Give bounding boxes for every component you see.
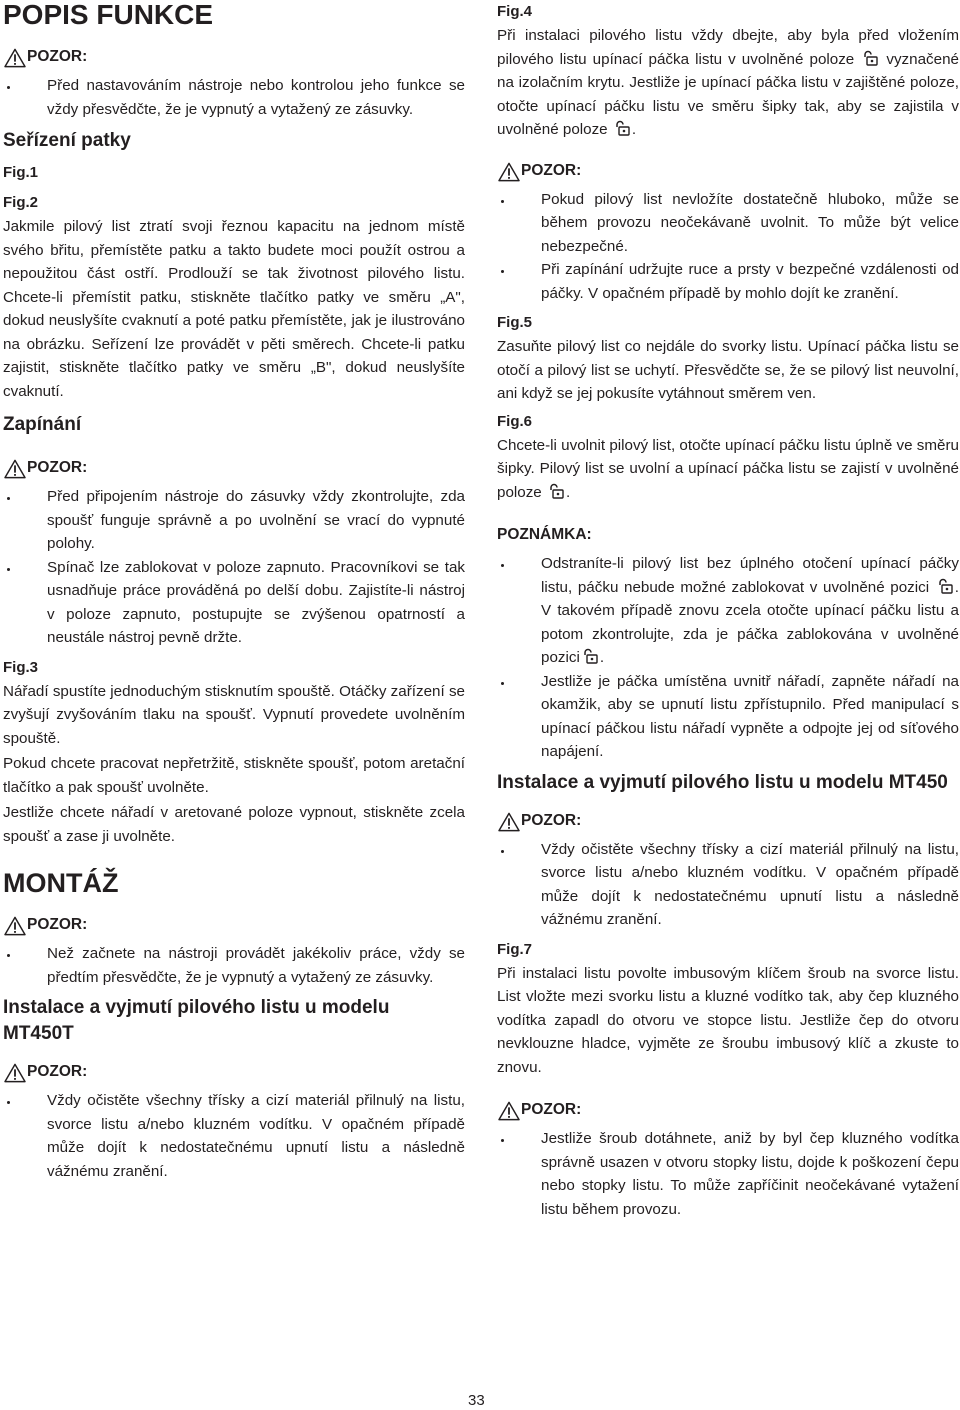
paragraph <box>497 434 959 505</box>
figure-ref: Fig.5 <box>497 314 533 331</box>
paragraph: Jakmile pilový list ztratí svoji řeznou kapacitu na jednom místě svého břitu, přemístěte patku a takto budete moci použít ostrou a nepoužitou část ostří. Prodlouží se tak životnost pilového listu. Chcete-li přemístit patku, stiskněte tlačítko patky ve směru „A", dokud neuslyšíte cvaknutí a poté patku přemístěte, jak je ilustrováno na obrázku. Seřízení lze provádět v pěti směrech. Chcete-li patku zajistit, stiskněte tlačítko patky ve směru „B", dokud neuslyšíte cvaknutí. <box>3 218 465 400</box>
list-item: Pokud pilový list nevložíte dostatečně hluboko, může se během provozu neočekávaně uvolnit. To může být velice nebezpečné. <box>497 188 959 259</box>
unlocked-padlock-icon <box>582 648 598 664</box>
unlocked-padlock-icon <box>937 578 953 594</box>
warning-heading <box>3 46 465 68</box>
warning-heading <box>497 160 959 182</box>
warning-heading <box>3 457 465 479</box>
warning-triangle-icon <box>3 48 27 68</box>
section-heading: Seřízení patky <box>3 130 131 151</box>
list-item <box>497 552 959 670</box>
list-item: Spínač lze zablokovat v poloze zapnuto. Pracovníkovi se tak usnadňuje práce prováděná po delší dobu. Zajistíte-li nástroj v poloze zapnuto, postupujte se zvýšenou opatrností a neustále nástroj pevně držte. <box>3 556 465 650</box>
figure-ref: Fig.7 <box>497 940 533 958</box>
text-span: Chcete-li uvolnit pilový list, otočte upínací páčku listu úplně ve směru šipky. Pilový list se uvolní a upínací páčka listu se zajistí v uvolněné poloze <box>497 436 959 501</box>
paragraph <box>497 24 959 142</box>
warning-list <box>497 1127 959 1221</box>
paragraph: Při instalaci listu povolte imbusovým klíčem šroub na svorce listu. List vložte mezi svorku listu a kluzné vodítko tak, aby čep kluzného vodítka zapadl do otvoru ve stopce listu. Jestliže čep do otvoru nevklouzne hladce, vyjměte ze šroubu imbusový klíč a zkuste to znovu. <box>497 964 959 1076</box>
list-item: Vždy očistěte všechny třísky a cizí materiál přilnulý na listu, svorce listu a/nebo kluzném vodítku. V opačném případě může dojít k nedostatečnému upnutí listu a následně vážnému zranění. <box>497 838 959 932</box>
warning-heading <box>497 1099 959 1121</box>
unlocked-padlock-icon <box>862 50 878 66</box>
note-list <box>497 552 959 764</box>
figure-ref: Fig.4 <box>497 3 533 20</box>
text-span: . <box>599 649 605 666</box>
section-heading: MONTÁŽ <box>3 868 119 898</box>
list-item: Než začnete na nástroji provádět jakékoliv práce, vždy se předtím přesvědčte, že je vypnutý a vytažený ze zásuvky. <box>3 942 465 989</box>
note-label: POZNÁMKA: <box>497 526 592 543</box>
text-span: . <box>566 483 571 501</box>
warning-label: POZOR: <box>521 1101 582 1118</box>
figure-ref: Fig.2 <box>3 194 39 211</box>
warning-label: POZOR: <box>521 161 582 179</box>
figure-ref: Fig.1 <box>3 164 39 181</box>
list-item: Jestliže je páčka umístěna uvnitř nářadí, zapněte nářadí na okamžik, aby se upnutí listu zpřístupnilo. Před manipulací s upínací páčkou listu nářadí vypněte a odpojte jej od síťového napájení. <box>497 670 959 764</box>
warning-label: POZOR: <box>27 48 88 65</box>
paragraph: Zasuňte pilový list co nejdále do svorky listu. Upínací páčka listu se otočí a pilový list se uchytí. Přesvědčte se, že se pilový list neuvolní, ani když se jej pokusíte vytáhnout směrem ven. <box>497 338 959 402</box>
section-heading: Zapínání <box>3 414 82 435</box>
text-span: vyznačené na izolačním krytu. Jestliže je upínací páčka listu v zajištěné poloze, otočte upínací páčku listu ve směru šipky tak, aby se zajistila v uvolněné poloze <box>497 50 959 138</box>
text-span: Při instalaci pilového listu vždy dbejte, aby byla před vložením pilového listu upínací páčka listu v uvolněné poloze <box>497 27 959 68</box>
warning-label: POZOR: <box>27 1063 88 1080</box>
figure-ref: Fig.6 <box>497 412 533 430</box>
section-heading: Instalace a vyjmutí pilového listu u modelu MT450T <box>3 997 390 1044</box>
warning-heading <box>497 810 959 832</box>
warning-list <box>3 74 465 121</box>
warning-triangle-icon <box>497 1101 521 1121</box>
warning-triangle-icon <box>497 162 521 182</box>
warning-heading <box>3 1061 465 1083</box>
text-span: . <box>631 121 637 138</box>
warning-triangle-icon <box>3 1063 27 1083</box>
list-item: Vždy očistěte všechny třísky a cizí materiál přilnulý na listu, svorce listu a/nebo kluzném vodítku. V opačném případě může dojít k nedostatečnému upnutí listu a následně vážnému zranění. <box>3 1089 465 1183</box>
paragraph: Pokud chcete pracovat nepřetržitě, stiskněte spoušť, potom aretační tlačítko a pak spoušť uvolněte. <box>3 755 465 796</box>
unlocked-padlock-icon <box>614 120 630 136</box>
warning-list <box>3 1089 465 1183</box>
unlocked-padlock-icon <box>548 483 564 499</box>
list-item: Při zapínání udržujte ruce a prsty v bezpečné vzdálenosti od páčky. V opačném případě by mohlo dojít ke zranění. <box>497 258 959 305</box>
figure-ref: Fig.3 <box>3 658 39 676</box>
warning-heading <box>3 914 465 936</box>
note-heading <box>497 524 959 546</box>
warning-list <box>3 942 465 989</box>
section-heading: Instalace a vyjmutí pilového listu u modelu MT450 <box>497 771 948 793</box>
warning-label: POZOR: <box>27 916 88 933</box>
text-span: . V takovém případě znovu zcela otočte upínací páčku listu a potom zkontrolujte, zda je páčka zablokována v uvolněné pozici <box>541 578 959 666</box>
warning-triangle-icon <box>497 812 521 832</box>
right-column <box>497 0 959 1227</box>
text-span: Odstraníte-li pilový list bez úplného otočení upínací páčky listu, páčku nebude možné zablokovat v uvolněné pozici <box>541 555 959 596</box>
warning-triangle-icon <box>3 459 27 479</box>
warning-list <box>3 485 465 650</box>
list-item: Před připojením nástroje do zásuvky vždy zkontrolujte, zda spoušť funguje správně a po uvolnění se vrací do vypnuté polohy. <box>3 485 465 556</box>
warning-label: POZOR: <box>521 811 582 829</box>
page-number: 33 <box>468 1392 485 1409</box>
warning-label: POZOR: <box>27 459 88 476</box>
list-item: Před nastavováním nástroje nebo kontrolou jeho funkce se vždy přesvědčte, že je vypnutý a vytažený ze zásuvky. <box>3 74 465 121</box>
paragraph: Jestliže chcete nářadí v aretované poloze vypnout, stiskněte zcela spoušť a zase ji uvolněte. <box>3 804 465 845</box>
warning-triangle-icon <box>3 916 27 936</box>
page-title: POPIS FUNKCE <box>3 0 214 30</box>
warning-list <box>497 838 959 932</box>
warning-list <box>497 188 959 306</box>
list-item: Jestliže šroub dotáhnete, aniž by byl čep kluzného vodítka správně usazen v otvoru stopky listu, dojde k poškození čepu nebo stopky listu. To může zapříčinit neočekávané vytažení listu během provozu. <box>497 1127 959 1221</box>
paragraph: Nářadí spustíte jednoduchým stisknutím spouště. Otáčky zařízení se zvyšují zvyšováním tlaku na spoušť. Vypnutí provedete uvolněním spouště. <box>3 682 465 747</box>
left-column <box>3 0 465 1189</box>
